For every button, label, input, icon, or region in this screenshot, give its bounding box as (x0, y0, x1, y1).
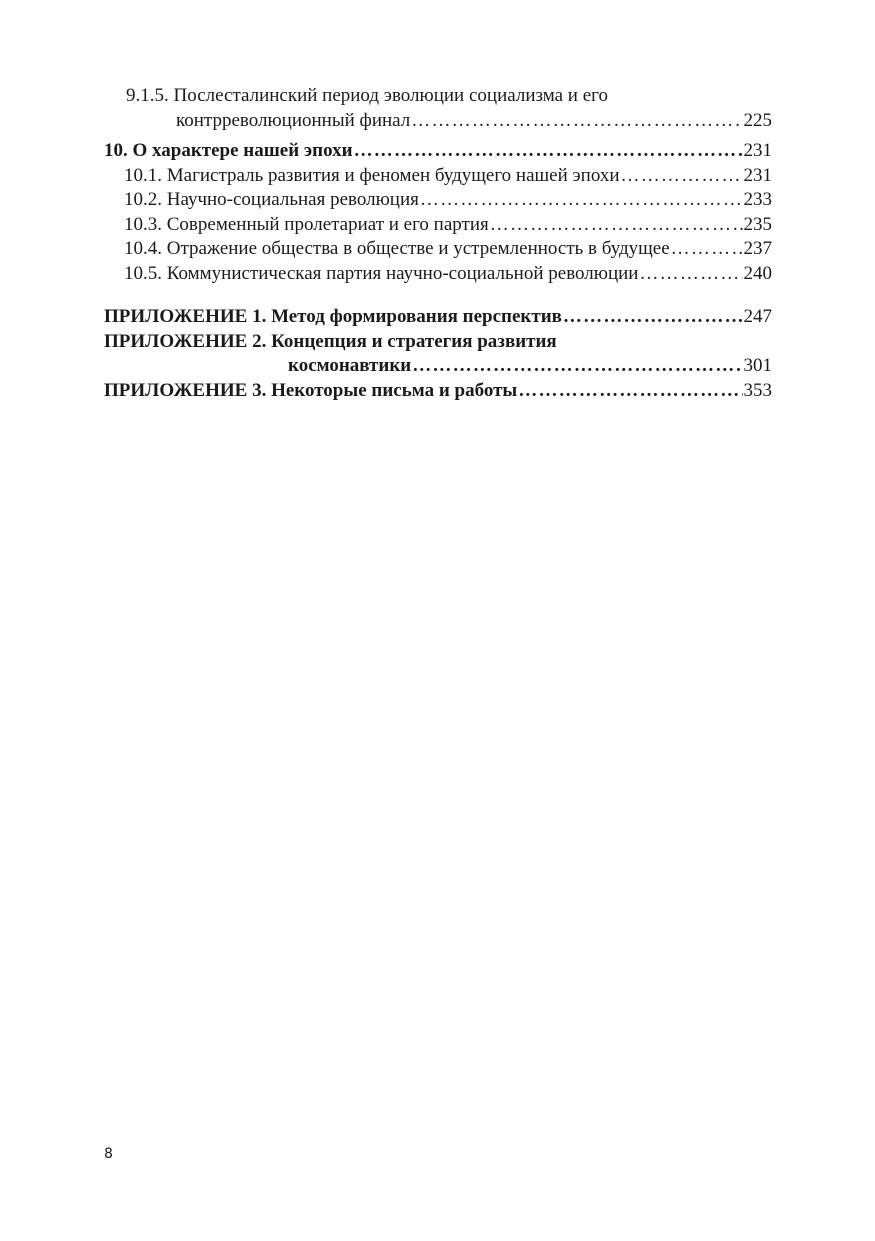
dot-leader (671, 237, 743, 262)
dot-leader (621, 164, 743, 189)
toc-entry-10-2 (104, 188, 772, 213)
toc-chapter-title: 10. О характере нашей эпохи (104, 140, 353, 161)
toc-appendix-title: космонавтики (288, 355, 412, 376)
toc-page-number: 225 (743, 109, 772, 131)
toc-entry-title: 10.4. Отражение общества в обществе и устремленность в будущее (124, 238, 670, 259)
dot-leader (490, 213, 743, 238)
toc-entry-title: 10.3. Современный пролетариат и его партия (124, 213, 489, 235)
toc-entry-title: 10.1. Магистраль развития и феномен будущего нашей эпохи (124, 164, 620, 186)
dot-leader (639, 262, 742, 287)
toc-appendix-2-line2 (104, 354, 772, 379)
toc-page-number: 231 (743, 164, 772, 186)
toc-page-number: 237 (743, 238, 772, 259)
toc-appendix-title: ПРИЛОЖЕНИЕ 3. Некоторые письма и работы (104, 379, 518, 401)
toc-page-number: 353 (743, 379, 772, 401)
dot-leader (518, 379, 742, 404)
dot-leader (354, 139, 743, 164)
toc-page-number: 231 (743, 140, 772, 161)
toc-appendix-title: ПРИЛОЖЕНИЕ 2. Концепция и стратегия развития (104, 330, 557, 352)
toc-page-number: 301 (743, 355, 772, 376)
dot-leader (420, 188, 743, 213)
page-number: 8 (104, 1146, 113, 1162)
toc-page-number: 235 (743, 213, 772, 235)
dot-leader (411, 109, 742, 134)
toc-entry-title: 9.1.5. Послесталинский период эволюции социализма и его (126, 85, 608, 106)
table-of-contents (104, 84, 772, 403)
toc-appendix-1 (104, 305, 772, 330)
toc-entry-title: 10.5. Коммунистическая партия научно-социальной революции (124, 262, 639, 284)
toc-appendix-title: ПРИЛОЖЕНИЕ 1. Метод формирования перспектив (104, 306, 562, 327)
dot-leader (412, 354, 742, 379)
toc-entry-10-4 (104, 237, 772, 262)
toc-entry-10-5 (104, 262, 772, 287)
toc-appendix-3 (104, 379, 772, 404)
toc-entry-10-3 (104, 213, 772, 238)
toc-entry-title: 10.2. Научно-социальная революция (124, 189, 419, 210)
toc-entry-9-1-5-line2 (104, 109, 772, 134)
toc-page-number: 240 (743, 262, 772, 284)
toc-entry-9-1-5-line1 (104, 84, 772, 109)
toc-entry-10-1 (104, 164, 772, 189)
toc-appendix-2-line1 (104, 330, 772, 355)
toc-page-number: 247 (743, 306, 772, 327)
toc-entry-title: контрреволюционный финал (176, 109, 411, 131)
toc-page-number: 233 (743, 189, 772, 210)
toc-chapter-10 (104, 139, 772, 164)
dot-leader (563, 305, 743, 330)
